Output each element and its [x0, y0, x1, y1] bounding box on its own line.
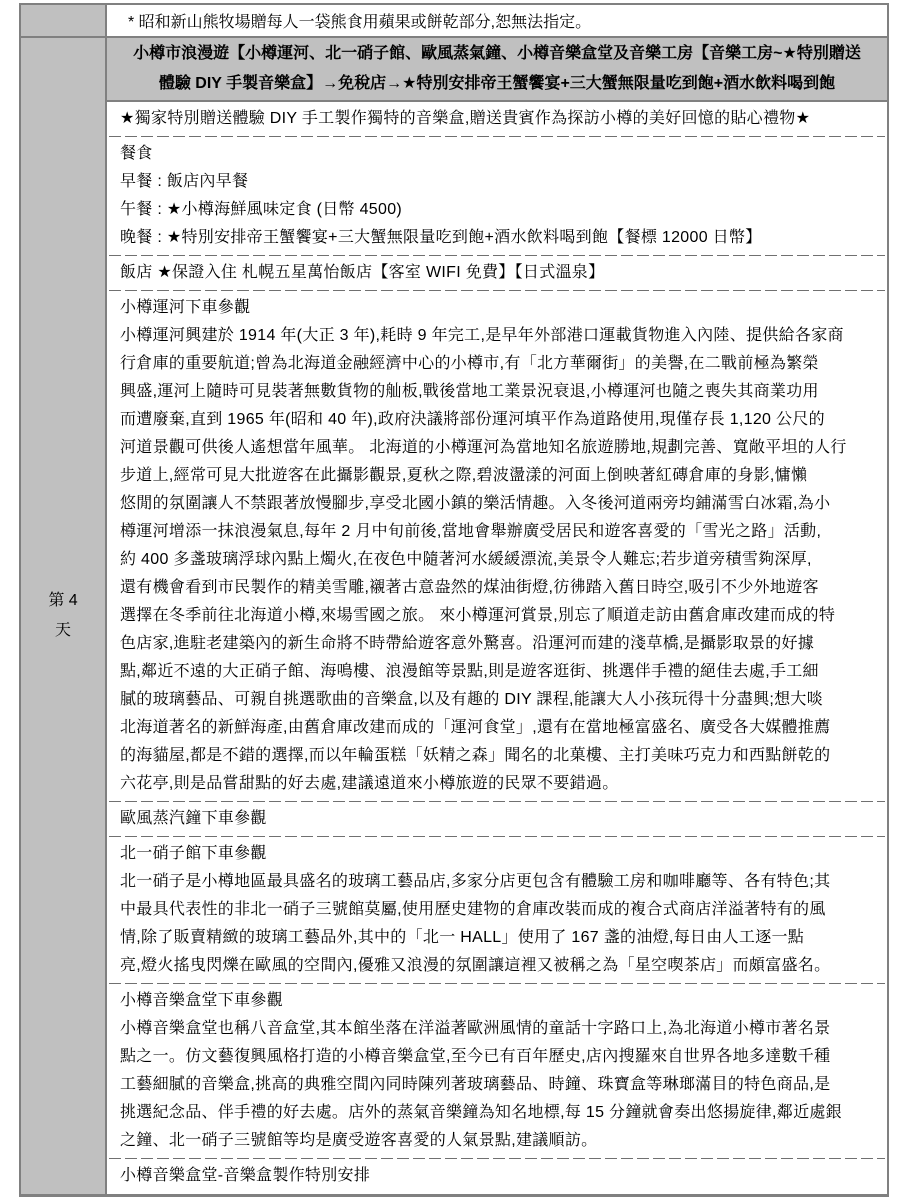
section-meals [107, 137, 887, 255]
text-line: 小樽運河下車參觀 [120, 299, 251, 316]
text-line: 的海貓屋,都是不錯的選擇,而以年輪蛋糕「妖精之森」聞名的北菓樓、主打美味巧克力和西點餅乾的 [120, 747, 831, 764]
text-line: 飯店 ★保證入住 札幌五星萬怡飯店【客室 WIFI 免費】【日式溫泉】 [120, 264, 605, 281]
day-sections [107, 102, 887, 1194]
day-title-line2: 體驗 DIY 手製音樂盒】→免稅店→★特別安排帝王蟹饗宴+三大蟹無限量吃到飽+酒水飲料喝到飽 [158, 75, 836, 92]
text-line: 興盛,運河上隨時可見裝著無數貨物的舢板,戰後當地工業景況衰退,小樽運河也隨之喪失其商業功用 [120, 383, 819, 400]
text-line: 悠閒的氛圍讓人不禁跟著放慢腳步,享受北國小鎮的樂活情趣。入冬後河道兩旁均鋪滿雪白冰霜,為小 [120, 495, 831, 512]
text-line: 色店家,進駐老建築內的新生命將不時帶給遊客意外驚喜。沿運河而建的淺草橋,是攝影取景的好據 [120, 635, 815, 652]
day-title-line1: 小樽市浪漫遊【小樽運河、北一硝子館、歐風蒸氣鐘、小樽音樂盒堂及音樂工房【音樂工房~★特別贈送 [133, 45, 861, 62]
day-label-line1: 第 4 [48, 592, 78, 609]
text-line: 餐食 [120, 145, 153, 162]
text-line: 而遭廢棄,直到 1965 年(昭和 40 年),政府決議將部份運河填平作為道路使用,現僅存長 1,120 公尺的 [120, 411, 825, 428]
itinerary-table [19, 3, 889, 1197]
day-content-cell [107, 38, 887, 1194]
note-text: * 昭和新山熊牧場贈每人一袋熊食用蘋果或餅乾部分,恕無法指定。 [128, 14, 592, 31]
section-kitaichi-glass-visit [107, 837, 887, 983]
section-music-box-making [107, 1159, 887, 1193]
text-line: 點之一。仿文藝復興風格打造的小樽音樂盒堂,至今已有百年歷史,店內搜羅來自世界各地多達數千種 [120, 1048, 831, 1065]
text-line: 樽運河增添一抹浪漫氣息,每年 2 月中旬前後,當地會舉辦廣受居民和遊客喜愛的「雪光之路」活動, [120, 523, 822, 540]
text-line: 點,鄰近不遠的大正硝子館、海鳴樓、浪漫館等景點,則是遊客逛街、挑選伴手禮的絕佳去處,手工細 [120, 663, 819, 680]
text-line: 選擇在冬季前往北海道小樽,來場雪國之旅。 來小樽運河賞景,別忘了順道走訪由舊倉庫改建而成的特 [120, 607, 836, 624]
text-line: 北一硝子是小樽地區最具盛名的玻璃工藝品店,多家分店更包含有體驗工房和咖啡廳等、各有特色;其 [120, 873, 831, 890]
text-line: 小樽音樂盒堂-音樂盒製作特別安排 [120, 1167, 371, 1184]
text-line: 工藝細膩的音樂盒,挑高的典雅空間內同時陳列著玻璃藝品、時鐘、珠寶盒等琳瑯滿目的特色商品,是 [120, 1076, 831, 1093]
text-line: 挑選紀念品、伴手禮的好去處。店外的蒸氣音樂鐘為知名地標,每 15 分鐘就會奏出悠揚旋律,鄰近處銀 [120, 1104, 842, 1121]
text-line: 小樽運河興建於 1914 年(大正 3 年),耗時 9 年完工,是早年外部港口運載貨物進入內陸、提供給各家商 [120, 327, 844, 344]
section-steam-clock-visit [107, 802, 887, 836]
text-line: 晚餐 : ★特別安排帝王蟹饗宴+三大蟹無限量吃到飽+酒水飲料喝到飽【餐標 12000 日幣】 [120, 229, 762, 246]
text-line: 北海道著名的新鮮海產,由舊倉庫改建而成的「運河食堂」,還有在當地極富盛名、廣受各大媒體推薦 [120, 719, 831, 736]
prev-day-cell [21, 5, 107, 36]
text-line: 步道上,經常可見大批遊客在此攝影觀景,夏秋之際,碧波盪漾的河面上倒映著紅磚倉庫的身影,慵懶 [120, 467, 808, 484]
text-line: 情,除了販賣精緻的玻璃工藝品外,其中的「北一 HALL」使用了 167 盞的油燈,每日由人工逐一點 [120, 929, 805, 946]
section-otaru-canal-visit [107, 291, 887, 801]
text-line: 六花亭,則是品嘗甜點的好去處,建議遠道來小樽旅遊的民眾不要錯過。 [120, 775, 619, 792]
text-line: 北一硝子館下車參觀 [120, 845, 267, 862]
section-diy-gift-note [107, 102, 887, 136]
day-label-line2: 天 [54, 622, 71, 639]
day4-row [21, 38, 887, 1194]
day-label-cell [21, 38, 107, 1194]
note-row [21, 5, 887, 38]
text-line: 早餐 : 飯店內早餐 [120, 173, 249, 190]
text-line: 行倉庫的重要航道;曾為北海道金融經濟中心的小樽市,有「北方華爾街」的美譽,在二戰前極為繁榮 [120, 355, 819, 372]
day-title-header [107, 38, 887, 102]
section-hotel [107, 256, 887, 290]
text-line: 中最具代表性的非北一硝子三號館莫屬,使用歷史建物的倉庫改裝而成的複合式商店洋溢著特有的風 [120, 901, 826, 918]
section-music-box-hall-visit [107, 984, 887, 1158]
text-line: 之鐘、北一硝子三號館等均是廣受遊客喜愛的人氣景點,建議順訪。 [120, 1132, 598, 1149]
text-line: 小樽音樂盒堂也稱八音盒堂,其本館坐落在洋溢著歐洲風情的童話十字路口上,為北海道小樽市著名景 [120, 1020, 831, 1037]
text-line: 亮,燈火搖曳閃爍在歐風的空間內,優雅又浪漫的氛圍讓這裡又被稱之為「星空喫茶店」而頗富盛名。 [120, 957, 831, 974]
text-line: ★獨家特別贈送體驗 DIY 手工製作獨特的音樂盒,贈送貴賓作為探訪小樽的美好回憶的貼心禮物★ [120, 110, 811, 127]
text-line: 約 400 多盞玻璃浮球內點上燭火,在夜色中隨著河水緩緩漂流,美景令人難忘;若步道旁積雪夠深厚, [120, 551, 812, 568]
text-line: 還有機會看到市民製作的精美雪雕,襯著古意盎然的煤油街燈,彷彿踏入舊日時空,吸引不少外地遊客 [120, 579, 819, 596]
text-line: 歐風蒸汽鐘下車參觀 [120, 810, 267, 827]
text-line: 河道景觀可供後人遙想當年風華。 北海道的小樽運河為當地知名旅遊勝地,規劃完善、寬敞平坦的人行 [120, 439, 847, 456]
text-line: 午餐 : ★小樽海鮮風味定食 (日幣 4500) [120, 201, 403, 218]
text-line: 小樽音樂盒堂下車參觀 [120, 992, 284, 1009]
text-line: 膩的玻璃藝品、可親自挑選歌曲的音樂盒,以及有趣的 DIY 課程,能讓大人小孩玩得十分盡興;想大啖 [120, 691, 824, 708]
